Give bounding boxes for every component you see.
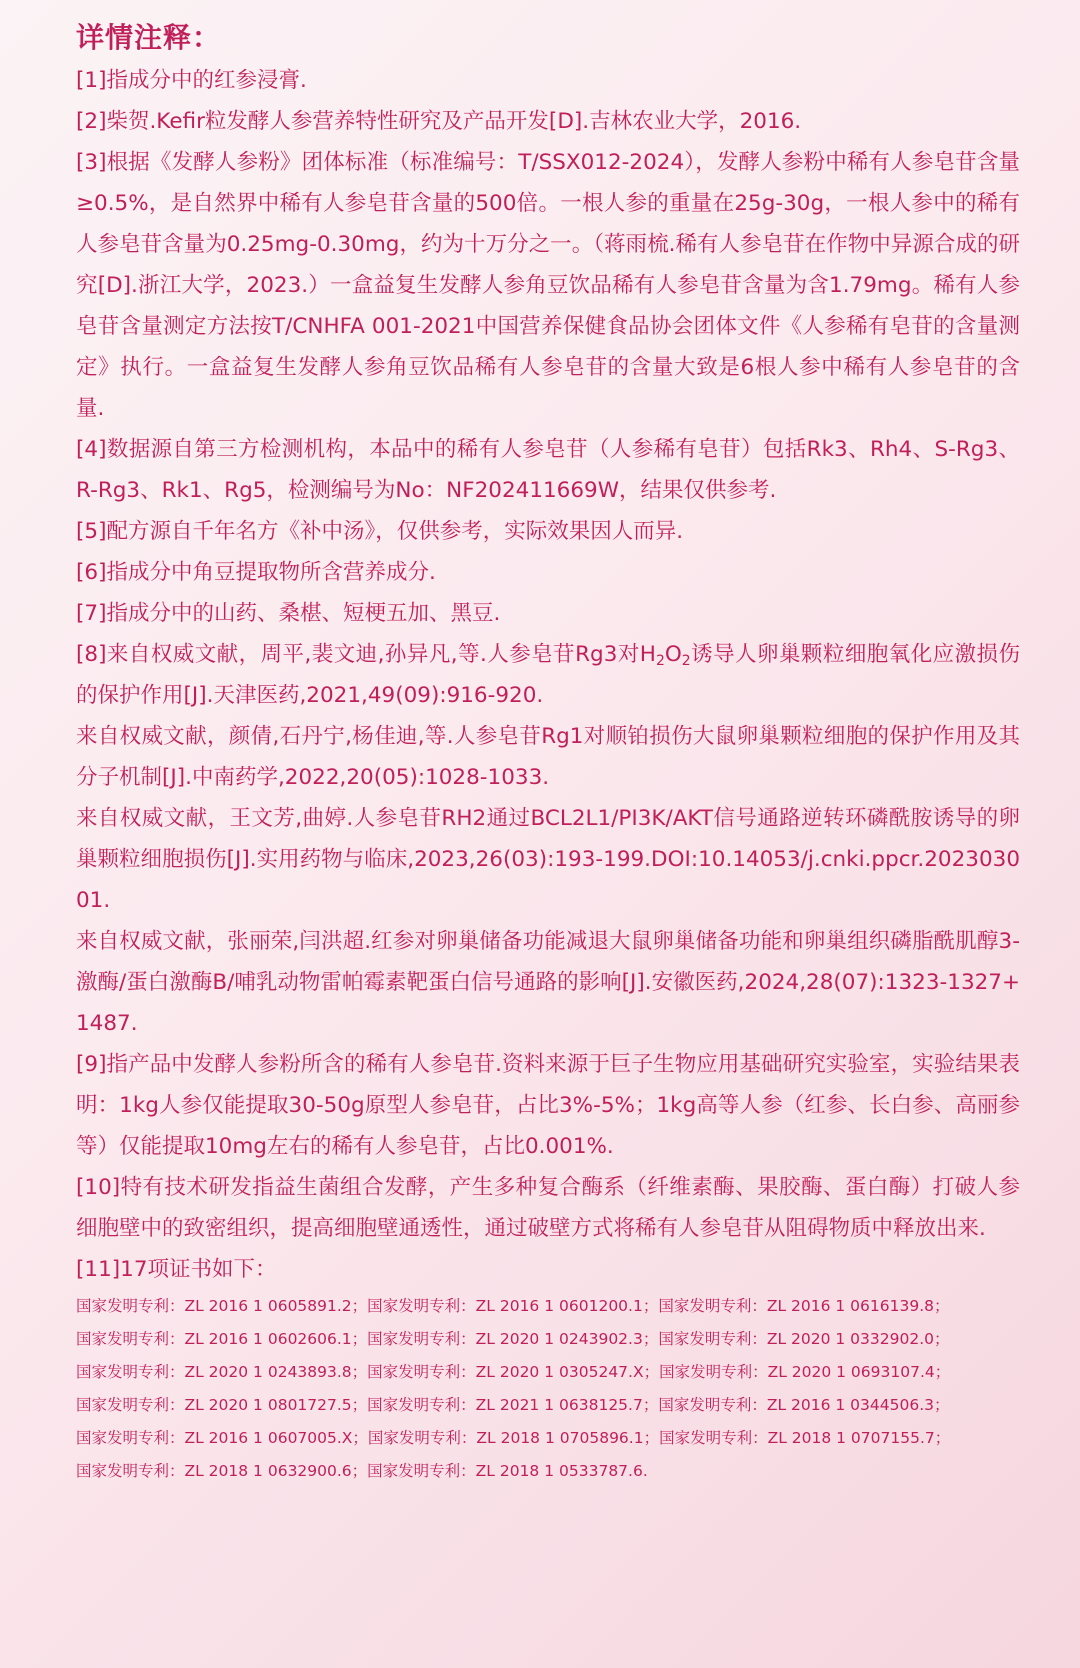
note-9: [9]指产品中发酵人参粉所含的稀有人参皂苷.资料来源于巨子生物应用基础研究实验室，实验结果表明：1kg人参仅能提取30-50g原型人参皂苷，占比3%-5%；1kg高等人参（红参、长白参、高丽参等）仅能提取10mg左右的稀有人参皂苷，占比0.001%. [76,1052,1020,1159]
page-title: 详情注释： [76,21,222,54]
patent-line: 国家发明专利：ZL 2020 1 0801727.5；国家发明专利：ZL 2021 1 0638125.7；国家发明专利：ZL 2016 1 0344506.3； [76,1396,950,1414]
note-10: [10]特有技术研发指益生菌组合发酵，产生多种复合酶系（纤维素酶、果胶酶、蛋白酶）打破人参细胞壁中的致密组织，提高细胞壁通透性，通过破壁方式将稀有人参皂苷从阻碍物质中释放出来. [76,1175,1020,1241]
note-8-part-b: O [664,642,682,667]
note-8-subscript-1: 2 [655,653,665,670]
notes-page [76,18,1020,1488]
note-8 [76,634,1020,716]
note-11: [11]17项证书如下： [76,1257,277,1282]
note-5: [5]配方源自千年名方《补中汤》，仅供参考，实际效果因人而异. [76,519,684,544]
patent-line: 国家发明专利：ZL 2016 1 0605891.2；国家发明专利：ZL 2016 1 0601200.1；国家发明专利：ZL 2016 1 0616139.8； [76,1297,950,1315]
patent-list [76,1290,1020,1488]
patent-line: 国家发明专利：ZL 2018 1 0632900.6；国家发明专利：ZL 2018 1 0533787.6. [76,1462,648,1480]
patent-line: 国家发明专利：ZL 2020 1 0243893.8；国家发明专利：ZL 2020 1 0305247.X；国家发明专利：ZL 2020 1 0693107.4； [76,1363,951,1381]
note-8-ref-4: 来自权威文献，张丽荣,闫洪超.红参对卵巢储备功能减退大鼠卵巢储备功能和卵巢组织磷脂酰肌醇3-激酶/蛋白激酶B/哺乳动物雷帕霉素靶蛋白信号通路的影响[J].安徽医药,2024,28(07):1323-1327+1487. [76,929,1020,1036]
note-6: [6]指成分中角豆提取物所含营养成分. [76,560,436,585]
note-8-subscript-2: 2 [681,653,691,670]
note-2: [2]柴贺.Kefir粒发酵人参营养特性研究及产品开发[D].吉林农业大学，2016. [76,109,802,134]
note-8-ref-3: 来自权威文献，王文芳,曲婷.人参皂苷RH2通过BCL2L1/PI3K/AKT信号通路逆转环磷酰胺诱导的卵巢颗粒细胞损伤[J].实用药物与临床,2023,26(03):193-199.DOI:10.14053/j.cnki.ppcr.202303001. [76,806,1020,913]
note-7: [7]指成分中的山药、桑椹、短梗五加、黑豆. [76,601,501,626]
note-8-part-c: 诱导人卵巢颗粒细胞氧化应激损伤的保护作用[J].天津医药,2021,49(09):916-920. [76,642,1020,708]
note-3: [3]根据《发酵人参粉》团体标准（标准编号：T/SSX012-2024），发酵人参粉中稀有人参皂苷含量≥0.5%，是自然界中稀有人参皂苷含量的500倍。一根人参的重量在25g-30g，一根人参中的稀有人参皂苷含量为0.25mg-0.30mg，约为十万分之一。（蒋雨梳.稀有人参皂苷在作物中异源合成的研究[D].浙江大学，2023.）一盒益复生发酵人参角豆饮品稀有人参皂苷含量为含1.79mg。稀有人参皂苷含量测定方法按T/CNHFA 001-2021中国营养保健食品协会团体文件《人参稀有皂苷的含量测定》执行。一盒益复生发酵人参角豆饮品稀有人参皂苷的含量大致是6根人参中稀有人参皂苷的含量. [76,150,1020,421]
note-4: [4]数据源自第三方检测机构，本品中的稀有人参皂苷（人参稀有皂苷）包括Rk3、Rh4、S-Rg3、R-Rg3、Rk1、Rg5，检测编号为No：NF202411669W，结果仅供参考. [76,437,1020,503]
patent-line: 国家发明专利：ZL 2016 1 0602606.1；国家发明专利：ZL 2020 1 0243902.3；国家发明专利：ZL 2020 1 0332902.0； [76,1330,950,1348]
patent-line: 国家发明专利：ZL 2016 1 0607005.X；国家发明专利：ZL 2018 1 0705896.1；国家发明专利：ZL 2018 1 0707155.7； [76,1429,951,1447]
note-8-part-a: [8]来自权威文献，周平,裴文迪,孙异凡,等.人参皂苷Rg3对H [76,642,656,667]
note-8-ref-2: 来自权威文献，颜倩,石丹宁,杨佳迪,等.人参皂苷Rg1对顺铂损伤大鼠卵巢颗粒细胞的保护作用及其分子机制[J].中南药学,2022,20(05):1028-1033. [76,724,1020,790]
note-1: [1]指成分中的红参浸膏. [76,68,307,93]
